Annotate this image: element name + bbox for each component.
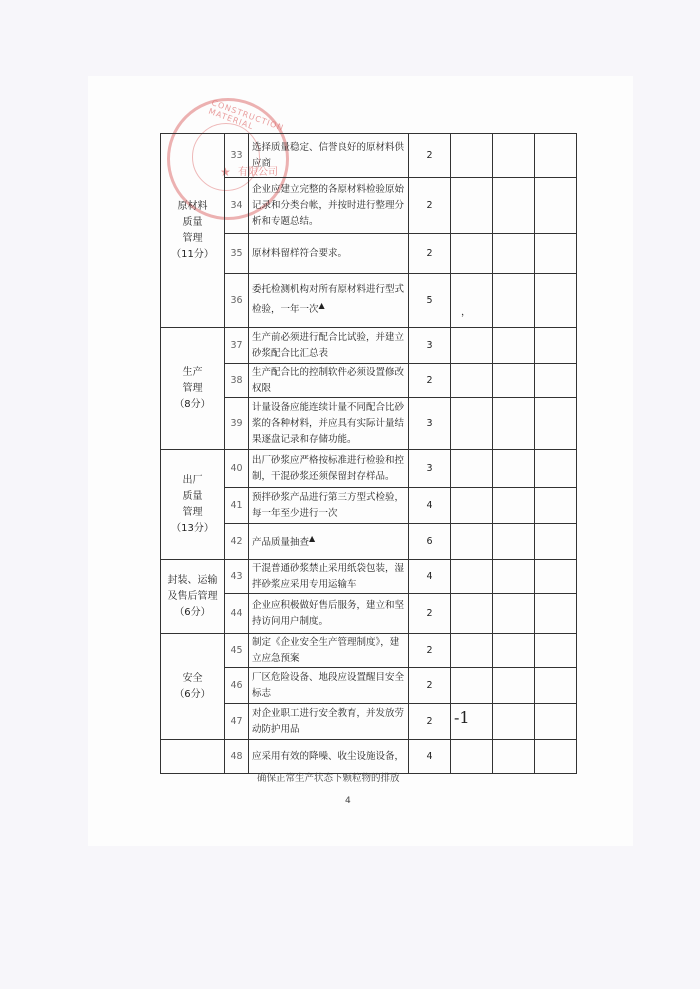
table-row (161, 634, 577, 668)
row-item: 原材料留样符合要求。 (249, 234, 409, 274)
category-empty (161, 740, 225, 774)
row-item: 企业应建立完整的各原材料检验原始记录和分类台帐，并按时进行整理分析和专题总结。 (249, 178, 409, 234)
row-score: 4 (409, 488, 451, 524)
row-item: 产品质量抽查▲ (249, 524, 409, 560)
table-row (161, 560, 577, 594)
table-row (161, 450, 577, 488)
seal-star-icon: ★ (220, 165, 231, 179)
row-number: 33 (225, 134, 249, 178)
row-score: 4 (409, 740, 451, 774)
row-score: 2 (409, 668, 451, 704)
row-number: 36 (225, 274, 249, 328)
handwritten-deduction: -1 (454, 708, 470, 727)
row-score: 2 (409, 364, 451, 398)
row-score: 3 (409, 398, 451, 450)
row-item: 应采用有效的降噪、收尘设施设备， (249, 740, 409, 774)
table-row (161, 740, 577, 774)
row-item: 企业应积极做好售后服务，建立和坚持访问用户制度。 (249, 594, 409, 634)
row-score: 2 (409, 594, 451, 634)
row-item: 出厂砂浆应严格按标准进行检验和控制，干混砂浆还须保留封存样品。 (249, 450, 409, 488)
category-packaging: 封装、运输 及售后管理 （6分） (161, 560, 225, 634)
row-item: 对企业职工进行安全教育，并发放劳动防护用品 (249, 704, 409, 740)
row-number: 39 (225, 398, 249, 450)
row-item: 生产前必须进行配合比试验，并建立砂浆配合比汇总表 (249, 328, 409, 364)
row-number: 37 (225, 328, 249, 364)
row-score: 5 (409, 274, 451, 328)
row-score: 2 (409, 704, 451, 740)
row-number: 45 (225, 634, 249, 668)
row-item: 干混普通砂浆禁止采用纸袋包装，湿拌砂浆应采用专用运输车 (249, 560, 409, 594)
row-number: 47 (225, 704, 249, 740)
row-score: 6 (409, 524, 451, 560)
row-36-mark: ， (461, 307, 471, 318)
row-score: 3 (409, 328, 451, 364)
row-score: 2 (409, 134, 451, 178)
evaluation-table (160, 133, 577, 774)
category-raw-material: 原材料 质量 管理 （11分） (161, 134, 225, 328)
row-number: 40 (225, 450, 249, 488)
category-production: 生产 管理 （8分） (161, 328, 225, 450)
row-score: 4 (409, 560, 451, 594)
row-item: 制定《企业安全生产管理制度》，建立应急预案 (249, 634, 409, 668)
row-number: 46 (225, 668, 249, 704)
category-safety: 安全 （6分） (161, 634, 225, 740)
row-score: 2 (409, 634, 451, 668)
page-number: 4 (345, 796, 351, 806)
row-item: 计量设备应能连续计量不同配合比砂浆的各种材料，并应具有实际计量结果逐盘记录和存储功能。 (249, 398, 409, 450)
row-number: 48 (225, 740, 249, 774)
row-score: 2 (409, 234, 451, 274)
table-row (161, 328, 577, 364)
row-number: 41 (225, 488, 249, 524)
triangle-mark-icon: ▲ (309, 534, 316, 544)
row-score: 2 (409, 178, 451, 234)
seal-inner-text: 有限公司 (238, 167, 278, 178)
row-item: 委托检测机构对所有原材料进行型式检验，一年一次▲ (249, 274, 409, 328)
row-number: 43 (225, 560, 249, 594)
row-item: 厂区危险设备、地段应设置醒目安全标志 (249, 668, 409, 704)
row-number: 34 (225, 178, 249, 234)
row-item: 生产配合比的控制软件必须设置修改权限 (249, 364, 409, 398)
row-score: 3 (409, 450, 451, 488)
row-number: 35 (225, 234, 249, 274)
row-item: 选择质量稳定、信誉良好的原材料供应商 (249, 134, 409, 178)
seal-outer-text: CONSTRUCTION MATERIAL (207, 98, 286, 133)
row-number: 38 (225, 364, 249, 398)
row-number: 42 (225, 524, 249, 560)
category-outgoing-quality: 出厂 质量 管理 （13分） (161, 450, 225, 560)
overflow-text: 确保正常生产状态下颗粒物的排放 (257, 773, 400, 784)
table-row (161, 134, 577, 178)
row-number: 44 (225, 594, 249, 634)
triangle-mark-icon: ▲ (318, 301, 325, 311)
row-item: 预拌砂浆产品进行第三方型式检验，每一年至少进行一次 (249, 488, 409, 524)
